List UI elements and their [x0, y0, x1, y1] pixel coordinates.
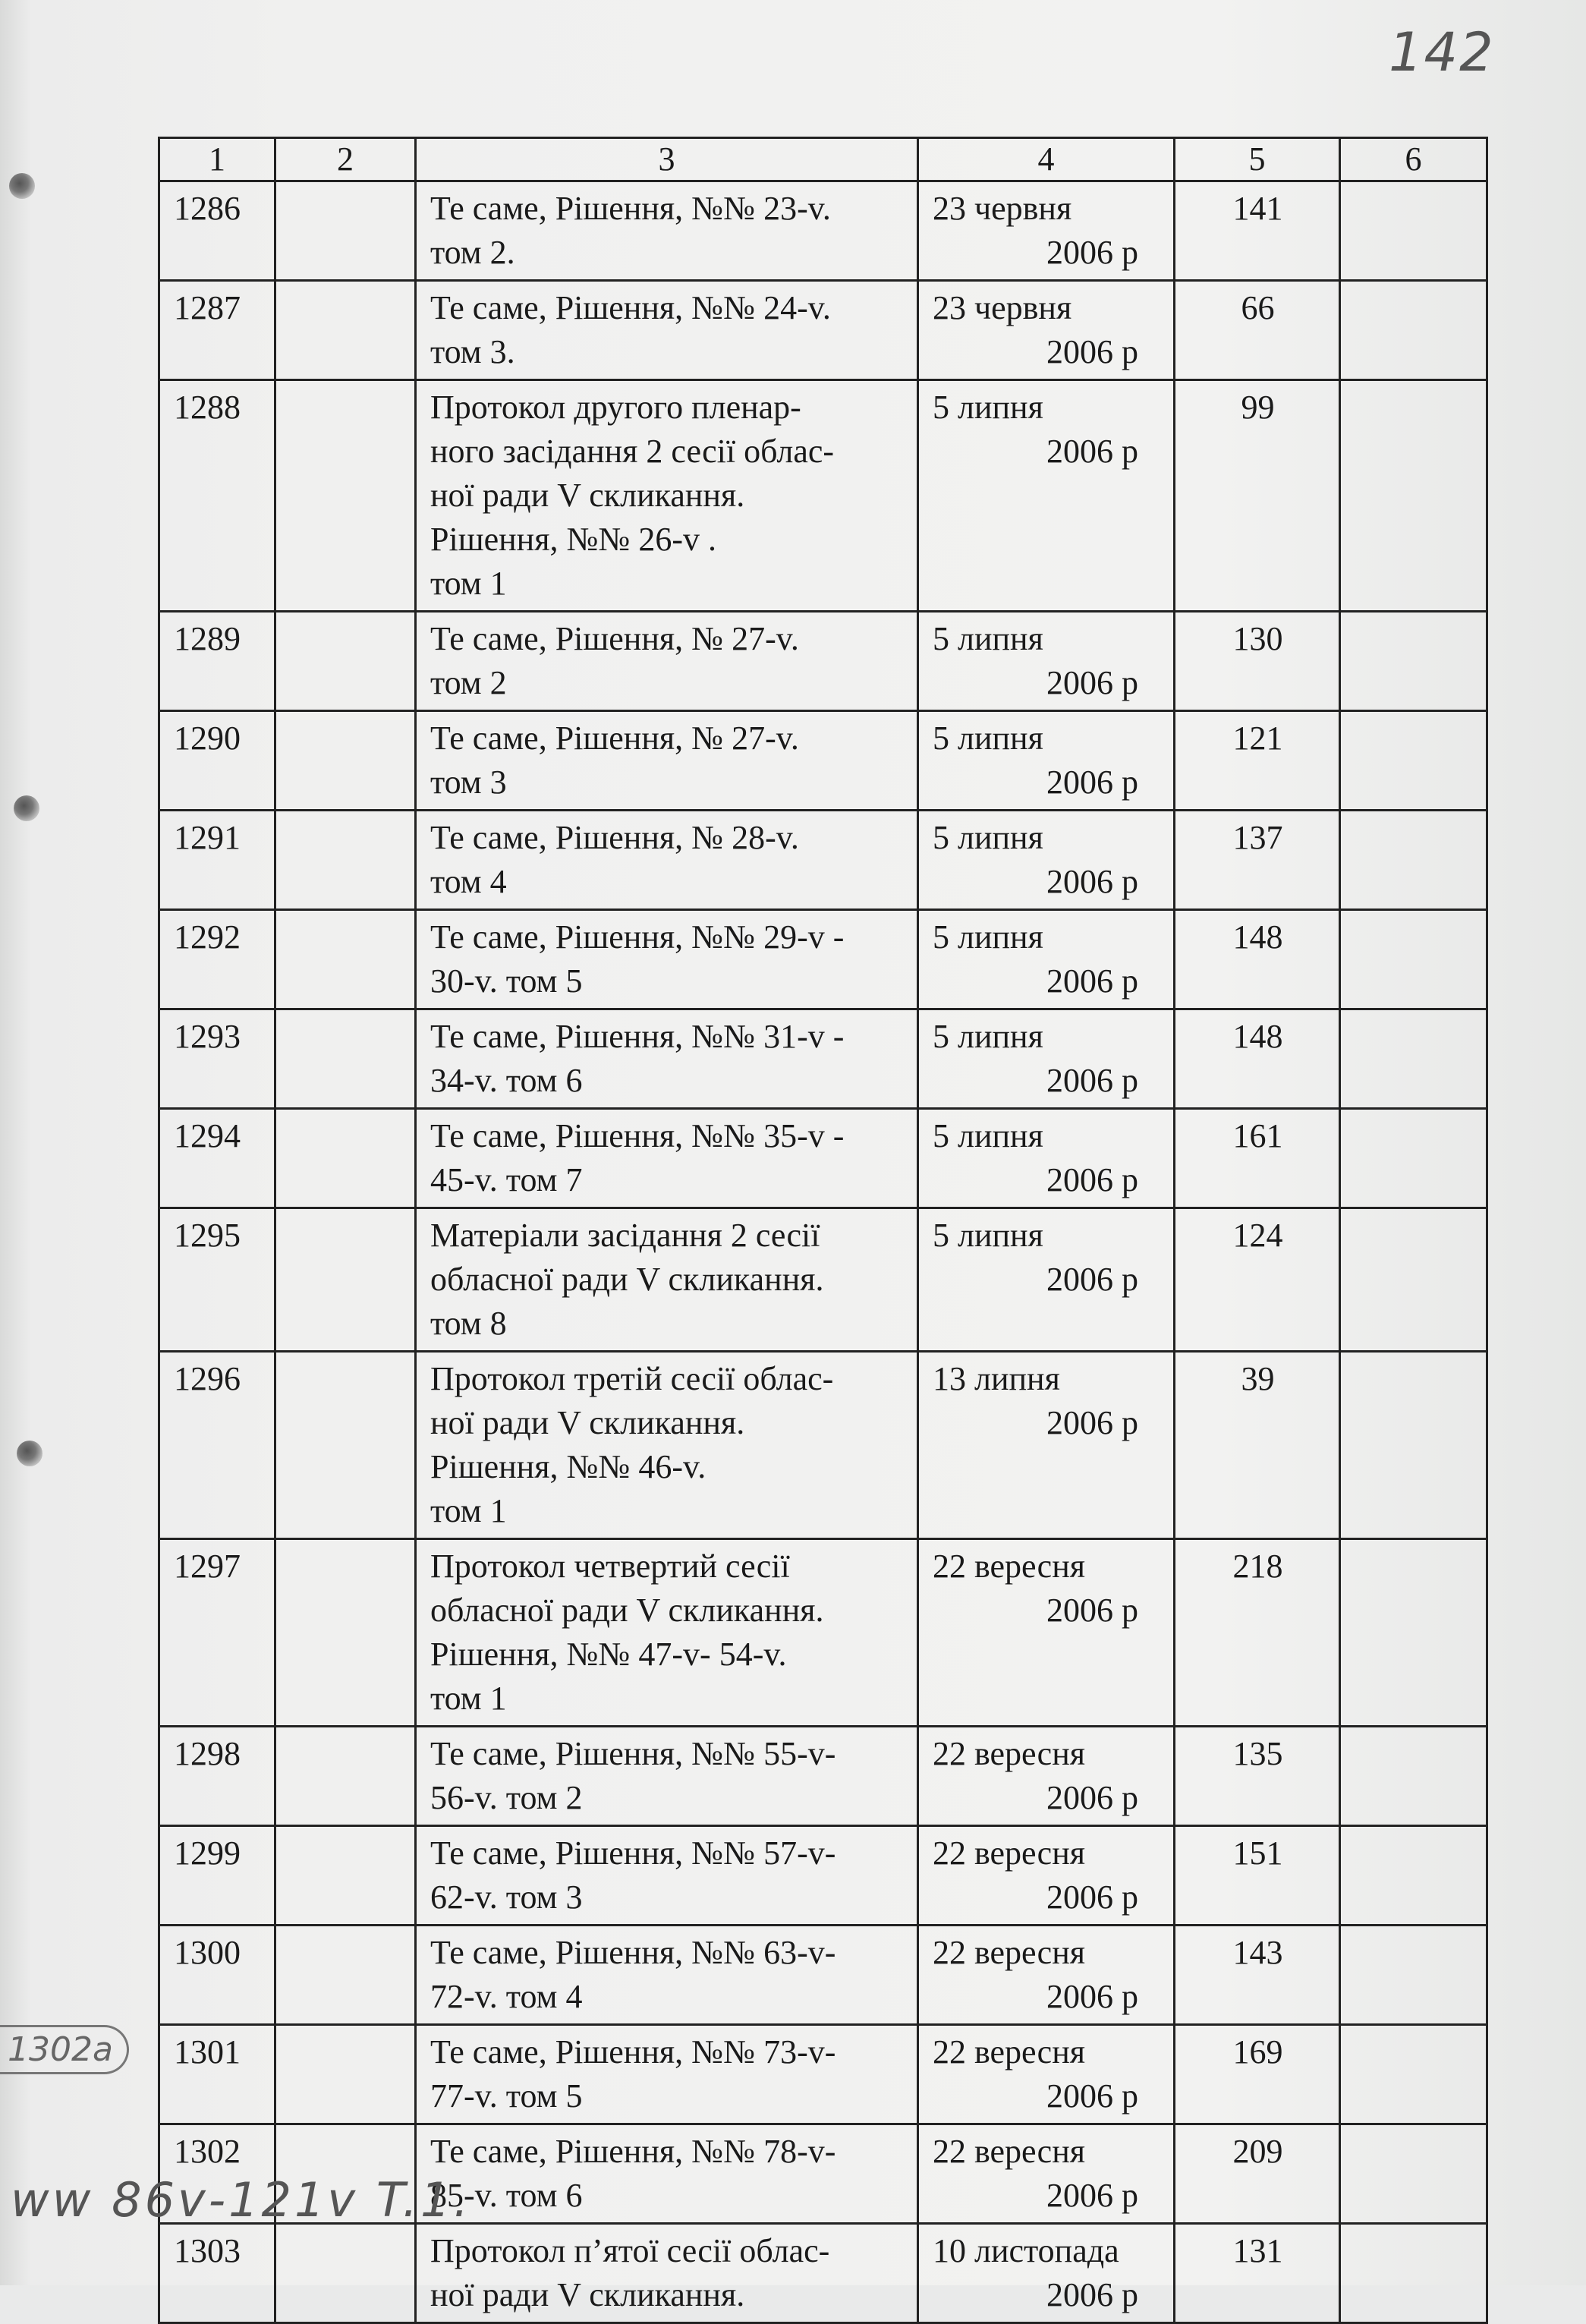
cell-col2 — [275, 1727, 416, 1826]
item-title: Те саме, Рішення, №№ 24-v. том 3. — [416, 281, 918, 380]
binder-hole — [9, 173, 35, 199]
item-number: 1291 — [159, 811, 275, 910]
cell-col6 — [1340, 1727, 1487, 1826]
sheet-count: 218 — [1175, 1539, 1340, 1727]
item-title: Протокол п’ятої сесії облас- ної ради V скликання. — [416, 2224, 918, 2323]
item-number: 1300 — [159, 1926, 275, 2025]
sheet-count: 66 — [1175, 281, 1340, 380]
column-header: 2 — [275, 138, 416, 181]
date-year: 2006 р — [1046, 234, 1138, 271]
date-day: 22 вересня — [933, 2133, 1085, 2170]
sheet-count: 99 — [1175, 380, 1340, 612]
table-row — [159, 1926, 1487, 2025]
item-date — [918, 1539, 1175, 1727]
cell-col2 — [275, 181, 416, 281]
date-year: 2006 р — [1046, 962, 1138, 1000]
date-year: 2006 р — [1046, 1978, 1138, 2015]
table-row — [159, 711, 1487, 811]
cell-col6 — [1340, 1926, 1487, 2025]
item-number: 1289 — [159, 612, 275, 711]
cell-col2 — [275, 1009, 416, 1109]
column-header: 3 — [416, 138, 918, 181]
item-number: 1299 — [159, 1826, 275, 1926]
date-year: 2006 р — [1046, 863, 1138, 900]
date-year: 2006 р — [1046, 1261, 1138, 1298]
item-date — [918, 1208, 1175, 1352]
item-title: Те саме, Рішення, №№ 78-v- 85-v. том 6 — [416, 2124, 918, 2224]
table-row — [159, 1727, 1487, 1826]
cell-col2 — [275, 1926, 416, 2025]
item-date — [918, 1352, 1175, 1539]
cell-col6 — [1340, 2025, 1487, 2124]
cell-col6 — [1340, 2224, 1487, 2323]
date-year: 2006 р — [1046, 2077, 1138, 2115]
date-year: 2006 р — [1046, 1779, 1138, 1816]
item-date — [918, 612, 1175, 711]
sheet-count: 131 — [1175, 2224, 1340, 2323]
binder-hole — [17, 1441, 42, 1466]
sheet-count: 39 — [1175, 1352, 1340, 1539]
sheet-count: 137 — [1175, 811, 1340, 910]
item-title: Протокол третій сесії облас- ної ради V скликання. Рішення, №№ 46-v. том 1 — [416, 1352, 918, 1539]
cell-col6 — [1340, 1208, 1487, 1352]
cell-col2 — [275, 1352, 416, 1539]
table-row — [159, 1208, 1487, 1352]
cell-col2 — [275, 1826, 416, 1926]
cell-col2 — [275, 612, 416, 711]
item-number: 1293 — [159, 1009, 275, 1109]
table-row — [159, 1826, 1487, 1926]
cell-col6 — [1340, 1352, 1487, 1539]
item-date — [918, 1009, 1175, 1109]
date-day: 5 липня — [933, 720, 1043, 757]
table-row — [159, 612, 1487, 711]
cell-col6 — [1340, 1109, 1487, 1208]
date-day: 23 червня — [933, 289, 1072, 326]
item-date — [918, 1109, 1175, 1208]
table-header-row — [159, 138, 1487, 181]
item-title: Те саме, Рішення, №№ 57-v- 62-v. том 3 — [416, 1826, 918, 1926]
sheet-count: 209 — [1175, 2124, 1340, 2224]
item-number: 1296 — [159, 1352, 275, 1539]
date-year: 2006 р — [1046, 1404, 1138, 1441]
item-date — [918, 1926, 1175, 2025]
item-date — [918, 1826, 1175, 1926]
date-year: 2006 р — [1046, 764, 1138, 801]
item-title: Те саме, Рішення, №№ 31-v - 34-v. том 6 — [416, 1009, 918, 1109]
table-row — [159, 1539, 1487, 1727]
item-title: Те саме, Рішення, №№ 63-v- 72-v. том 4 — [416, 1926, 918, 2025]
date-year: 2006 р — [1046, 1878, 1138, 1916]
sheet-count: 143 — [1175, 1926, 1340, 2025]
cell-col6 — [1340, 910, 1487, 1009]
date-day: 5 липня — [933, 389, 1043, 426]
date-day: 5 липня — [933, 1217, 1043, 1254]
item-title: Те саме, Рішення, №№ 73-v- 77-v. том 5 — [416, 2025, 918, 2124]
table-row — [159, 1009, 1487, 1109]
item-date — [918, 2124, 1175, 2224]
sheet-count: 169 — [1175, 2025, 1340, 2124]
date-day: 22 вересня — [933, 1834, 1085, 1872]
item-date — [918, 910, 1175, 1009]
item-title: Те саме, Рішення, №№ 23-v. том 2. — [416, 181, 918, 281]
date-year: 2006 р — [1046, 433, 1138, 470]
sheet-count: 135 — [1175, 1727, 1340, 1826]
date-year: 2006 р — [1046, 1592, 1138, 1629]
item-number: 1294 — [159, 1109, 275, 1208]
cell-col2 — [275, 1208, 416, 1352]
item-date — [918, 811, 1175, 910]
item-date — [918, 281, 1175, 380]
item-title: Те саме, Рішення, №№ 35-v - 45-v. том 7 — [416, 1109, 918, 1208]
item-title: Те саме, Рішення, №№ 29-v - 30-v. том 5 — [416, 910, 918, 1009]
item-number: 1295 — [159, 1208, 275, 1352]
date-day: 13 липня — [933, 1360, 1060, 1397]
table-row — [159, 181, 1487, 281]
item-title: Те саме, Рішення, № 27-v. том 2 — [416, 612, 918, 711]
item-date — [918, 2224, 1175, 2323]
date-day: 10 листопада — [933, 2232, 1119, 2269]
item-number: 1287 — [159, 281, 275, 380]
table-row — [159, 2025, 1487, 2124]
cell-col2 — [275, 2025, 416, 2124]
item-number: 1288 — [159, 380, 275, 612]
table-row — [159, 1352, 1487, 1539]
sheet-count: 148 — [1175, 910, 1340, 1009]
cell-col6 — [1340, 380, 1487, 612]
item-date — [918, 380, 1175, 612]
sheet-count: 130 — [1175, 612, 1340, 711]
cell-col6 — [1340, 1009, 1487, 1109]
date-year: 2006 р — [1046, 2276, 1138, 2313]
date-year: 2006 р — [1046, 2177, 1138, 2214]
table-row — [159, 281, 1487, 380]
date-day: 5 липня — [933, 819, 1043, 856]
date-day: 22 вересня — [933, 2033, 1085, 2071]
table-row — [159, 910, 1487, 1009]
table-row — [159, 1109, 1487, 1208]
item-number: 1301 — [159, 2025, 275, 2124]
cell-col2 — [275, 1539, 416, 1727]
binder-hole — [14, 795, 39, 821]
handwritten-page-number: 142 — [1389, 21, 1495, 83]
inventory-table — [158, 137, 1488, 2324]
column-header: 1 — [159, 138, 275, 181]
cell-col6 — [1340, 612, 1487, 711]
column-header: 4 — [918, 138, 1175, 181]
cell-col6 — [1340, 181, 1487, 281]
date-year: 2006 р — [1046, 664, 1138, 701]
cell-col2 — [275, 1109, 416, 1208]
cell-col6 — [1340, 1539, 1487, 1727]
column-header: 6 — [1340, 138, 1487, 181]
item-number: 1290 — [159, 711, 275, 811]
handwritten-margin-note: ww 86v-121v T.1. — [11, 2172, 472, 2228]
column-header: 5 — [1175, 138, 1340, 181]
date-day: 5 липня — [933, 1117, 1043, 1154]
date-day: 23 червня — [933, 190, 1072, 227]
item-title: Матеріали засідання 2 сесії обласної ради V скликання. том 8 — [416, 1208, 918, 1352]
cell-col2 — [275, 811, 416, 910]
item-number: 1303 — [159, 2224, 275, 2323]
margin-stamp: 1302a — [0, 2025, 129, 2074]
date-year: 2006 р — [1046, 1161, 1138, 1198]
cell-col6 — [1340, 2124, 1487, 2224]
cell-col2 — [275, 711, 416, 811]
item-date — [918, 2025, 1175, 2124]
cell-col2 — [275, 2224, 416, 2323]
date-year: 2006 р — [1046, 333, 1138, 370]
item-number: 1292 — [159, 910, 275, 1009]
cell-col6 — [1340, 1826, 1487, 1926]
item-title: Те саме, Рішення, № 27-v. том 3 — [416, 711, 918, 811]
cell-col2 — [275, 380, 416, 612]
table-row — [159, 811, 1487, 910]
date-day: 22 вересня — [933, 1735, 1085, 1772]
item-number: 1298 — [159, 1727, 275, 1826]
cell-col2 — [275, 281, 416, 380]
item-number: 1297 — [159, 1539, 275, 1727]
sheet-count: 121 — [1175, 711, 1340, 811]
date-day: 5 липня — [933, 1018, 1043, 1055]
table-row — [159, 380, 1487, 612]
item-number: 1286 — [159, 181, 275, 281]
item-title: Протокол другого пленар- ного засідання 2 сесії облас- ної ради V скликання. Рішення, №№ 26-v . том 1 — [416, 380, 918, 612]
sheet-count: 141 — [1175, 181, 1340, 281]
date-day: 22 вересня — [933, 1934, 1085, 1971]
item-date — [918, 1727, 1175, 1826]
date-day: 5 липня — [933, 620, 1043, 657]
date-day: 5 липня — [933, 918, 1043, 956]
item-date — [918, 711, 1175, 811]
item-date — [918, 181, 1175, 281]
item-title: Те саме, Рішення, № 28-v. том 4 — [416, 811, 918, 910]
date-day: 22 вересня — [933, 1548, 1085, 1585]
cell-col2 — [275, 910, 416, 1009]
sheet-count: 124 — [1175, 1208, 1340, 1352]
item-number: 1302 — [159, 2124, 275, 2224]
sheet-count: 148 — [1175, 1009, 1340, 1109]
item-title: Те саме, Рішення, №№ 55-v- 56-v. том 2 — [416, 1727, 918, 1826]
sheet-count: 151 — [1175, 1826, 1340, 1926]
cell-col6 — [1340, 811, 1487, 910]
table-row — [159, 2224, 1487, 2323]
sheet-count: 161 — [1175, 1109, 1340, 1208]
cell-col6 — [1340, 281, 1487, 380]
date-year: 2006 р — [1046, 1062, 1138, 1099]
cell-col6 — [1340, 711, 1487, 811]
item-title: Протокол четвертий сесії обласної ради V скликання. Рішення, №№ 47-v- 54-v. том 1 — [416, 1539, 918, 1727]
